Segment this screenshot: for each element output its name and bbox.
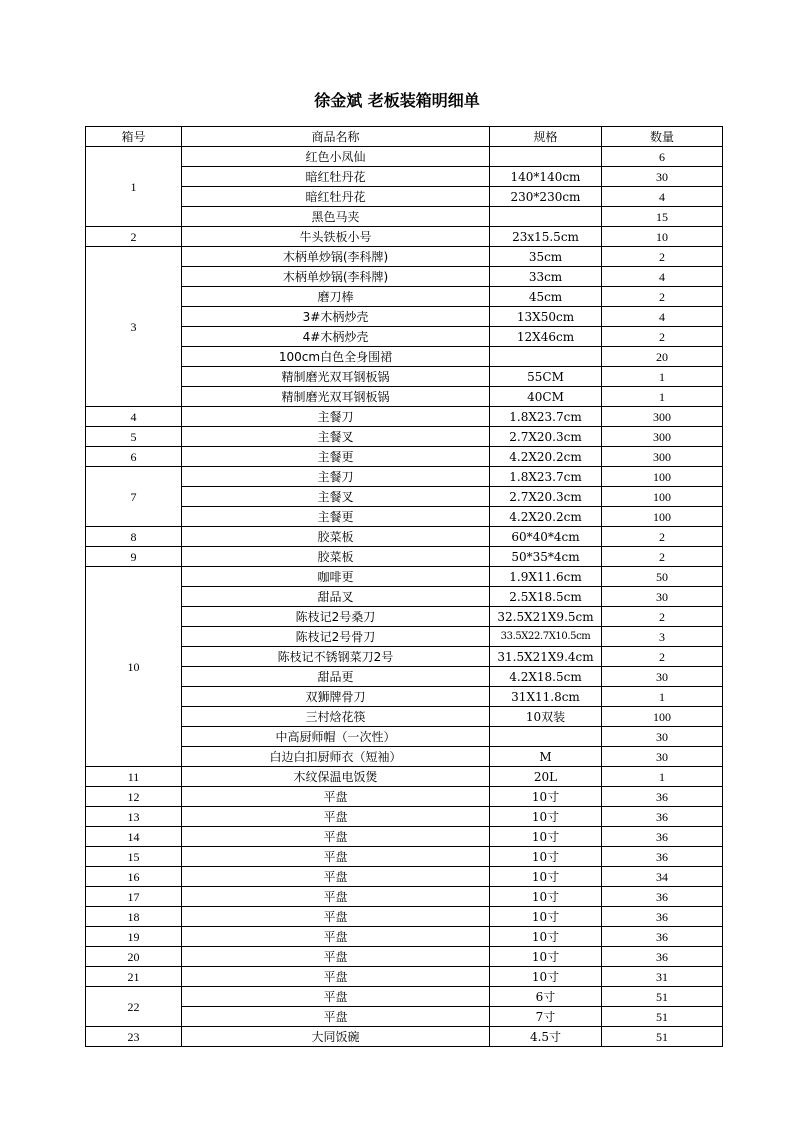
box-number-cell: 9 — [86, 547, 182, 567]
item-name-cell: 平盘 — [182, 927, 490, 947]
table-row — [86, 727, 723, 747]
item-qty-cell: 3 — [602, 627, 723, 647]
item-spec-cell: 45cm — [490, 287, 602, 307]
item-name-cell: 主餐刀 — [182, 467, 490, 487]
item-spec-cell: 55CM — [490, 367, 602, 387]
item-name-cell: 主餐叉 — [182, 427, 490, 447]
item-spec-cell: 10双装 — [490, 707, 602, 727]
item-qty-cell: 2 — [602, 327, 723, 347]
item-qty-cell: 2 — [602, 247, 723, 267]
item-name-cell: 平盘 — [182, 867, 490, 887]
item-name-cell: 平盘 — [182, 887, 490, 907]
item-spec-cell: 1.8X23.7cm — [490, 407, 602, 427]
document-title: 徐金斌 老板装箱明细单 — [314, 91, 480, 110]
item-qty-cell: 36 — [602, 807, 723, 827]
item-spec-cell: 10寸 — [490, 847, 602, 867]
packing-list-table — [85, 126, 723, 1047]
item-spec-cell: 31.5X21X9.4cm — [490, 647, 602, 667]
item-name-cell: 100cm白色全身围裙 — [182, 347, 490, 367]
table-row — [86, 807, 723, 827]
table-row — [86, 387, 723, 407]
item-spec-cell: 7寸 — [490, 1007, 602, 1027]
box-number-cell: 20 — [86, 947, 182, 967]
item-spec-cell: 1.9X11.6cm — [490, 567, 602, 587]
item-qty-cell: 30 — [602, 667, 723, 687]
box-number-cell: 6 — [86, 447, 182, 467]
item-name-cell: 胶菜板 — [182, 527, 490, 547]
item-qty-cell: 36 — [602, 827, 723, 847]
table-row — [86, 787, 723, 807]
table-row — [86, 167, 723, 187]
box-number-cell: 14 — [86, 827, 182, 847]
table-row — [86, 667, 723, 687]
table-row — [86, 207, 723, 227]
item-name-cell: 平盘 — [182, 987, 490, 1007]
item-spec-cell: 31X11.8cm — [490, 687, 602, 707]
item-name-cell: 暗红牡丹花 — [182, 187, 490, 207]
box-number-cell: 21 — [86, 967, 182, 987]
item-qty-cell: 100 — [602, 707, 723, 727]
item-name-cell: 黑色马夹 — [182, 207, 490, 227]
table-row — [86, 607, 723, 627]
item-spec-cell: 4.2X18.5cm — [490, 667, 602, 687]
item-spec-cell: 50*35*4cm — [490, 547, 602, 567]
item-name-cell: 陈枝记2号桑刀 — [182, 607, 490, 627]
box-number-cell: 7 — [86, 467, 182, 527]
item-name-cell: 陈枝记不锈钢菜刀2号 — [182, 647, 490, 667]
item-qty-cell: 1 — [602, 387, 723, 407]
table-row — [86, 507, 723, 527]
box-number-cell: 1 — [86, 147, 182, 227]
item-name-cell: 木柄单炒锅(李科牌) — [182, 267, 490, 287]
item-spec-cell: 10寸 — [490, 867, 602, 887]
item-name-cell: 3#木柄炒壳 — [182, 307, 490, 327]
item-qty-cell: 100 — [602, 487, 723, 507]
box-number-cell: 10 — [86, 567, 182, 767]
table-row — [86, 827, 723, 847]
table-row — [86, 747, 723, 767]
table-row — [86, 907, 723, 927]
item-spec-cell: 6寸 — [490, 987, 602, 1007]
item-spec-cell: 10寸 — [490, 927, 602, 947]
table-row — [86, 707, 723, 727]
item-qty-cell: 1 — [602, 767, 723, 787]
item-qty-cell: 30 — [602, 747, 723, 767]
item-qty-cell: 300 — [602, 427, 723, 447]
item-spec-cell: 10寸 — [490, 907, 602, 927]
table-row — [86, 987, 723, 1007]
item-name-cell: 中高厨师帽（一次性） — [182, 727, 490, 747]
table-row — [86, 307, 723, 327]
item-name-cell: 磨刀棒 — [182, 287, 490, 307]
item-qty-cell: 4 — [602, 267, 723, 287]
item-qty-cell: 30 — [602, 167, 723, 187]
item-name-cell: 精制磨光双耳钢板锅 — [182, 367, 490, 387]
item-qty-cell: 2 — [602, 647, 723, 667]
item-spec-cell — [490, 347, 602, 367]
box-number-cell: 18 — [86, 907, 182, 927]
table-row — [86, 587, 723, 607]
table-row — [86, 147, 723, 167]
item-qty-cell: 4 — [602, 307, 723, 327]
item-name-cell: 咖啡更 — [182, 567, 490, 587]
item-qty-cell: 36 — [602, 947, 723, 967]
header-spec: 规格 — [490, 127, 602, 147]
item-qty-cell: 2 — [602, 287, 723, 307]
table-row — [86, 407, 723, 427]
item-qty-cell: 30 — [602, 727, 723, 747]
item-qty-cell: 300 — [602, 447, 723, 467]
item-qty-cell: 300 — [602, 407, 723, 427]
table-row — [86, 347, 723, 367]
table-row — [86, 547, 723, 567]
item-spec-cell: 33cm — [490, 267, 602, 287]
item-spec-cell: M — [490, 747, 602, 767]
item-spec-cell — [490, 207, 602, 227]
table-row — [86, 847, 723, 867]
box-number-cell: 11 — [86, 767, 182, 787]
table-row — [86, 247, 723, 267]
table-row — [86, 627, 723, 647]
item-spec-cell: 10寸 — [490, 807, 602, 827]
item-spec-cell: 10寸 — [490, 947, 602, 967]
header-box: 箱号 — [86, 127, 182, 147]
item-qty-cell: 30 — [602, 587, 723, 607]
table-row — [86, 367, 723, 387]
box-number-cell: 17 — [86, 887, 182, 907]
item-qty-cell: 34 — [602, 867, 723, 887]
item-spec-cell: 10寸 — [490, 887, 602, 907]
item-qty-cell: 36 — [602, 787, 723, 807]
item-qty-cell: 50 — [602, 567, 723, 587]
item-qty-cell: 4 — [602, 187, 723, 207]
item-name-cell: 木柄单炒锅(李科牌) — [182, 247, 490, 267]
item-name-cell: 木纹保温电饭煲 — [182, 767, 490, 787]
box-number-cell: 12 — [86, 787, 182, 807]
item-name-cell: 甜品叉 — [182, 587, 490, 607]
item-spec-cell: 32.5X21X9.5cm — [490, 607, 602, 627]
table-row — [86, 287, 723, 307]
table-row — [86, 187, 723, 207]
item-qty-cell: 6 — [602, 147, 723, 167]
item-spec-cell: 4.2X20.2cm — [490, 447, 602, 467]
box-number-cell: 8 — [86, 527, 182, 547]
item-spec-cell: 4.2X20.2cm — [490, 507, 602, 527]
item-spec-cell: 10寸 — [490, 827, 602, 847]
item-name-cell: 暗红牡丹花 — [182, 167, 490, 187]
item-spec-cell: 33.5X22.7X10.5cm — [490, 627, 602, 647]
item-name-cell: 4#木柄炒壳 — [182, 327, 490, 347]
item-qty-cell: 36 — [602, 907, 723, 927]
table-row — [86, 867, 723, 887]
item-spec-cell — [490, 727, 602, 747]
item-spec-cell: 13X50cm — [490, 307, 602, 327]
box-number-cell: 2 — [86, 227, 182, 247]
table-row — [86, 427, 723, 447]
item-qty-cell: 100 — [602, 467, 723, 487]
table-row — [86, 647, 723, 667]
item-qty-cell: 51 — [602, 1007, 723, 1027]
table-row — [86, 227, 723, 247]
box-number-cell: 19 — [86, 927, 182, 947]
item-name-cell: 平盘 — [182, 827, 490, 847]
item-name-cell: 三村焓花筷 — [182, 707, 490, 727]
table-row — [86, 687, 723, 707]
item-name-cell: 陈枝记2号骨刀 — [182, 627, 490, 647]
table-row — [86, 567, 723, 587]
item-name-cell: 平盘 — [182, 1007, 490, 1027]
table-row — [86, 327, 723, 347]
table-row — [86, 947, 723, 967]
item-spec-cell: 4.5寸 — [490, 1027, 602, 1047]
item-name-cell: 主餐更 — [182, 507, 490, 527]
item-spec-cell: 2.7X20.3cm — [490, 487, 602, 507]
item-name-cell: 精制磨光双耳钢板锅 — [182, 387, 490, 407]
item-spec-cell — [490, 147, 602, 167]
item-qty-cell: 1 — [602, 367, 723, 387]
item-spec-cell: 23x15.5cm — [490, 227, 602, 247]
item-spec-cell: 35cm — [490, 247, 602, 267]
table-row — [86, 967, 723, 987]
item-qty-cell: 51 — [602, 1027, 723, 1047]
table-row — [86, 447, 723, 467]
item-name-cell: 主餐叉 — [182, 487, 490, 507]
header-name: 商品名称 — [182, 127, 490, 147]
item-name-cell: 大同饭碗 — [182, 1027, 490, 1047]
item-name-cell: 主餐刀 — [182, 407, 490, 427]
item-name-cell: 平盘 — [182, 907, 490, 927]
item-name-cell: 平盘 — [182, 967, 490, 987]
item-name-cell: 红色小凤仙 — [182, 147, 490, 167]
table-row — [86, 467, 723, 487]
item-qty-cell: 36 — [602, 887, 723, 907]
box-number-cell: 15 — [86, 847, 182, 867]
item-qty-cell: 2 — [602, 607, 723, 627]
item-spec-cell: 20L — [490, 767, 602, 787]
table-row — [86, 1007, 723, 1027]
item-qty-cell: 51 — [602, 987, 723, 1007]
item-spec-cell: 40CM — [490, 387, 602, 407]
box-number-cell: 23 — [86, 1027, 182, 1047]
table-row — [86, 527, 723, 547]
table-row — [86, 267, 723, 287]
item-qty-cell: 1 — [602, 687, 723, 707]
item-spec-cell: 60*40*4cm — [490, 527, 602, 547]
table-row — [86, 487, 723, 507]
header-qty: 数量 — [602, 127, 723, 147]
item-qty-cell: 2 — [602, 547, 723, 567]
box-number-cell: 4 — [86, 407, 182, 427]
item-name-cell: 牛头铁板小号 — [182, 227, 490, 247]
item-qty-cell: 2 — [602, 527, 723, 547]
item-spec-cell: 1.8X23.7cm — [490, 467, 602, 487]
box-number-cell: 13 — [86, 807, 182, 827]
item-name-cell: 胶菜板 — [182, 547, 490, 567]
item-name-cell: 主餐更 — [182, 447, 490, 467]
table-row — [86, 1027, 723, 1047]
item-name-cell: 甜品更 — [182, 667, 490, 687]
item-qty-cell: 15 — [602, 207, 723, 227]
item-name-cell: 平盘 — [182, 787, 490, 807]
item-name-cell: 平盘 — [182, 947, 490, 967]
table-row — [86, 887, 723, 907]
item-qty-cell: 36 — [602, 847, 723, 867]
item-spec-cell: 2.7X20.3cm — [490, 427, 602, 447]
item-spec-cell: 2.5X18.5cm — [490, 587, 602, 607]
item-name-cell: 双狮牌骨刀 — [182, 687, 490, 707]
item-qty-cell: 36 — [602, 927, 723, 947]
table-row — [86, 927, 723, 947]
item-qty-cell: 31 — [602, 967, 723, 987]
box-number-cell: 5 — [86, 427, 182, 447]
item-name-cell: 平盘 — [182, 847, 490, 867]
item-spec-cell: 140*140cm — [490, 167, 602, 187]
box-number-cell: 22 — [86, 987, 182, 1027]
item-name-cell: 白边白扣厨师衣（短袖） — [182, 747, 490, 767]
item-spec-cell: 10寸 — [490, 967, 602, 987]
table-row — [86, 767, 723, 787]
item-name-cell: 平盘 — [182, 807, 490, 827]
box-number-cell: 3 — [86, 247, 182, 407]
box-number-cell: 16 — [86, 867, 182, 887]
item-spec-cell: 230*230cm — [490, 187, 602, 207]
header-row — [86, 127, 723, 147]
item-qty-cell: 10 — [602, 227, 723, 247]
item-qty-cell: 100 — [602, 507, 723, 527]
item-qty-cell: 20 — [602, 347, 723, 367]
item-spec-cell: 10寸 — [490, 787, 602, 807]
item-spec-cell: 12X46cm — [490, 327, 602, 347]
